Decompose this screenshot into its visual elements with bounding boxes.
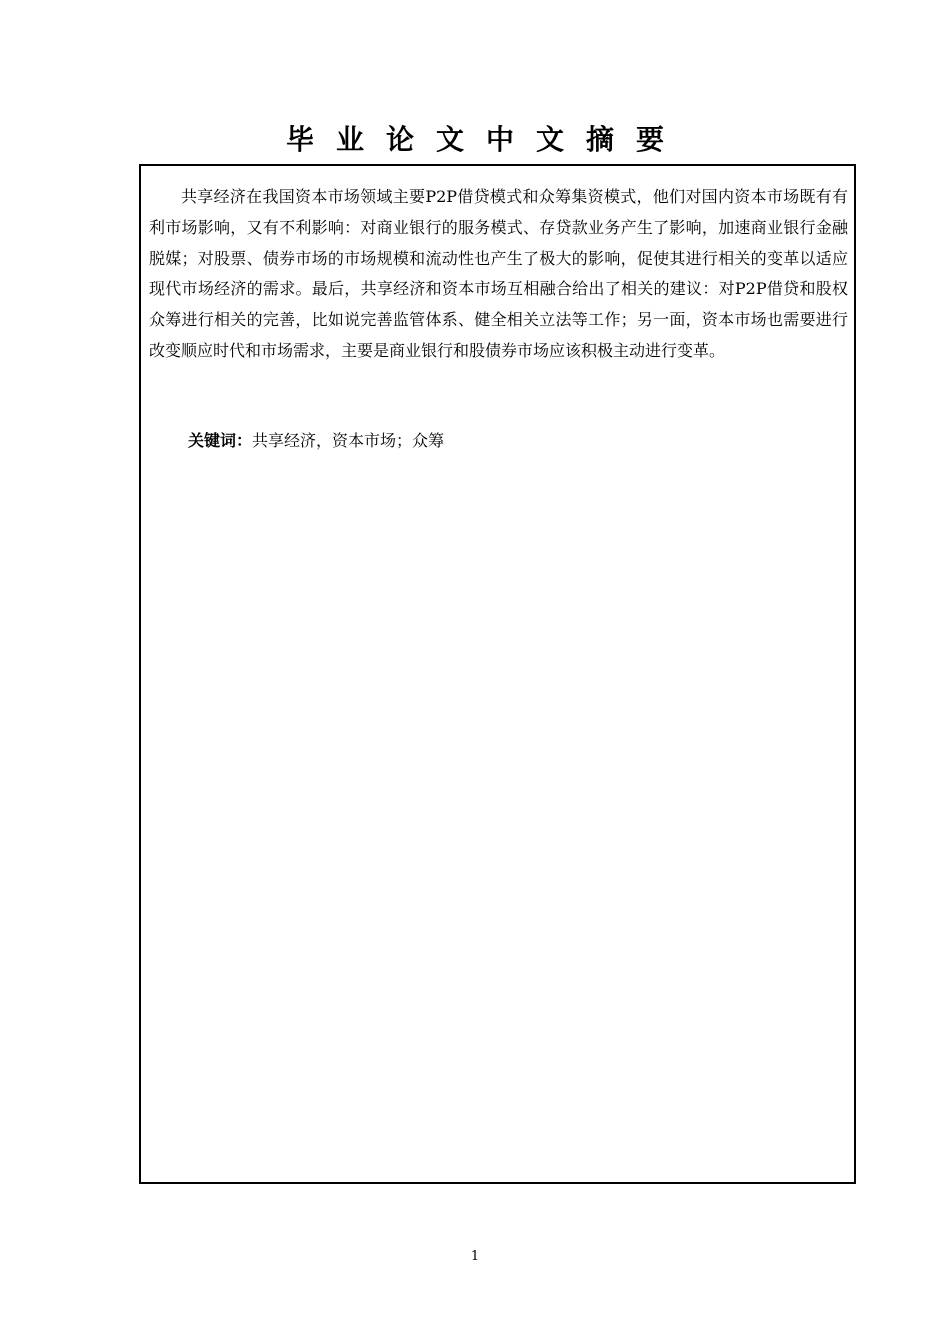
page-number: 1	[470, 1249, 480, 1264]
keywords-value: 共享经济，资本市场；众筹	[252, 431, 445, 450]
keywords-line	[188, 426, 444, 456]
keywords-label: 关键词：	[188, 431, 253, 450]
abstract-box	[139, 164, 856, 1184]
page-title: 毕业论文中文摘要	[285, 123, 686, 156]
abstract-body: 共享经济在我国资本市场领域主要P2P借贷模式和众筹集资模式，他们对国内资本市场既有有利市场影响，又有不利影响：对商业银行的服务模式、存贷款业务产生了影响，加速商业银行金融脱媒；对股票、债券市场的市场规模和流动性也产生了极大的影响，促使其进行相关的变革以适应现代市场经济的需求。最后，共享经济和资本市场互相融合给出了相关的建议：对P2P借贷和股权众筹进行相关的完善，比如说完善监管体系、健全相关立法等工作；另一面，资本市场也需要进行改变顺应时代和市场需求，主要是商业银行和股债券市场应该积极主动进行变革。	[149, 187, 848, 360]
